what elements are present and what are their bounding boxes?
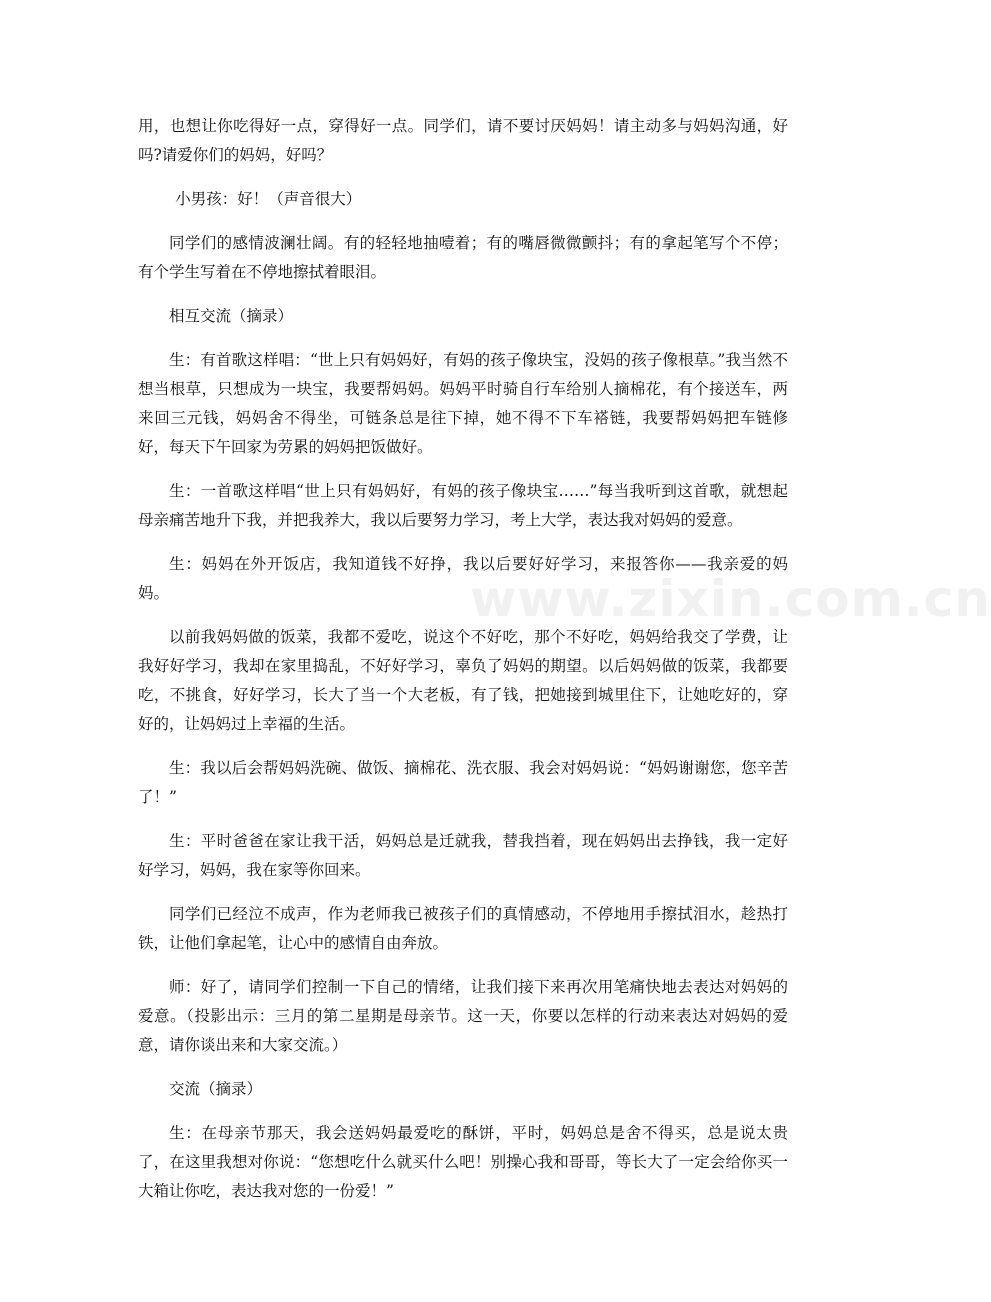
paragraph-teacher-prompt: 师：好了，请同学们控制一下自己的情绪，让我们接下来再次用笔痛快地去表达对妈妈的爱意。（投影出示：三月的第二星期是母亲节。这一天，你要以怎样的行动来表达对妈妈的爱意，请你谈出来和大家交流。） [138, 978, 788, 1054]
paragraph-student-father: 生：平时爸爸在家让我干活，妈妈总是迁就我，替我挡着，现在妈妈出去挣钱，我一定好好学习，妈妈，我在家等你回来。 [138, 832, 788, 879]
paragraph-student-mothers-day: 生：在母亲节那天，我会送妈妈最爱吃的酥饼，平时，妈妈总是舍不得买，总是说太贵了，在这里我想对你说：“您想吃什么就买什么吧！别操心我和哥哥，等长大了一定会给你买一大箱让你吃，表达我对您的一份爱！” [138, 1124, 788, 1200]
paragraph-student-restaurant: 生：妈妈在外开饭店，我知道钱不好挣，我以后要好好学习，来报答你——我亲爱的妈妈。 [138, 555, 788, 602]
paragraph-teacher-moved: 同学们已经泣不成声，作为老师我已被孩子们的真情感动，不停地用手擦拭泪水，趁热打铁，让他们拿起笔，让心中的感情自由奔放。 [138, 905, 788, 952]
paragraph-class-emotion: 同学们的感情波澜壮阔。有的轻轻地抽噎着；有的嘴唇微微颤抖；有的拿起笔写个不停；有个学生写着在不停地擦拭着眼泪。 [138, 234, 788, 281]
paragraph-boy-reply: 小男孩：好！（声音很大） [175, 190, 362, 208]
section-heading-exchange: 相互交流（摘录） [169, 307, 294, 325]
document-body [138, 112, 788, 1221]
paragraph-student-chores: 生：我以后会帮妈妈洗碗、做饭、摘棉花、洗衣服、我会对妈妈说：“妈妈谢谢您，您辛苦了！” [138, 759, 788, 806]
paragraph-student-song: 生：有首歌这样唱：“世上只有妈妈好，有妈的孩子像块宝，没妈的孩子像根草。”我当然不想当根草，只想成为一块宝，我要帮妈妈。妈妈平时骑自行车给别人摘棉花，有个接送车，两来回三元钱，妈妈舍不得坐，可链条总是往下掉，她不得不下车褡链，我要帮妈妈把车链修好，每天下午回家为劳累的妈妈把饭做好。 [138, 351, 788, 456]
section-heading-exchange-2: 交流（摘录） [169, 1080, 263, 1098]
paragraph-continuation: 用，也想让你吃得好一点，穿得好一点。同学们，请不要讨厌妈妈！请主动多与妈妈沟通，好吗?请爱你们的妈妈，好吗？ [138, 117, 788, 164]
paragraph-student-song-2: 生：一首歌这样唱“世上只有妈妈好，有妈的孩子像块宝……”每当我听到这首歌，就想起母亲痛苦地升下我，并把我养大，我以后要努力学习，考上大学，表达我对妈妈的爱意。 [138, 482, 788, 529]
paragraph-student-meals: 以前我妈妈做的饭菜，我都不爱吃，说这个不好吃，那个不好吃，妈妈给我交了学费，让我好好学习，我却在家里捣乱，不好好学习，辜负了妈妈的期望。以后妈妈做的饭菜，我都要吃，不挑食，好好学习，长大了当一个大老板，有了钱，把她接到城里住下，让她吃好的，穿好的，让妈妈过上幸福的生活。 [138, 628, 788, 733]
watermark-text: www.zixin.com.cn [470, 570, 991, 628]
